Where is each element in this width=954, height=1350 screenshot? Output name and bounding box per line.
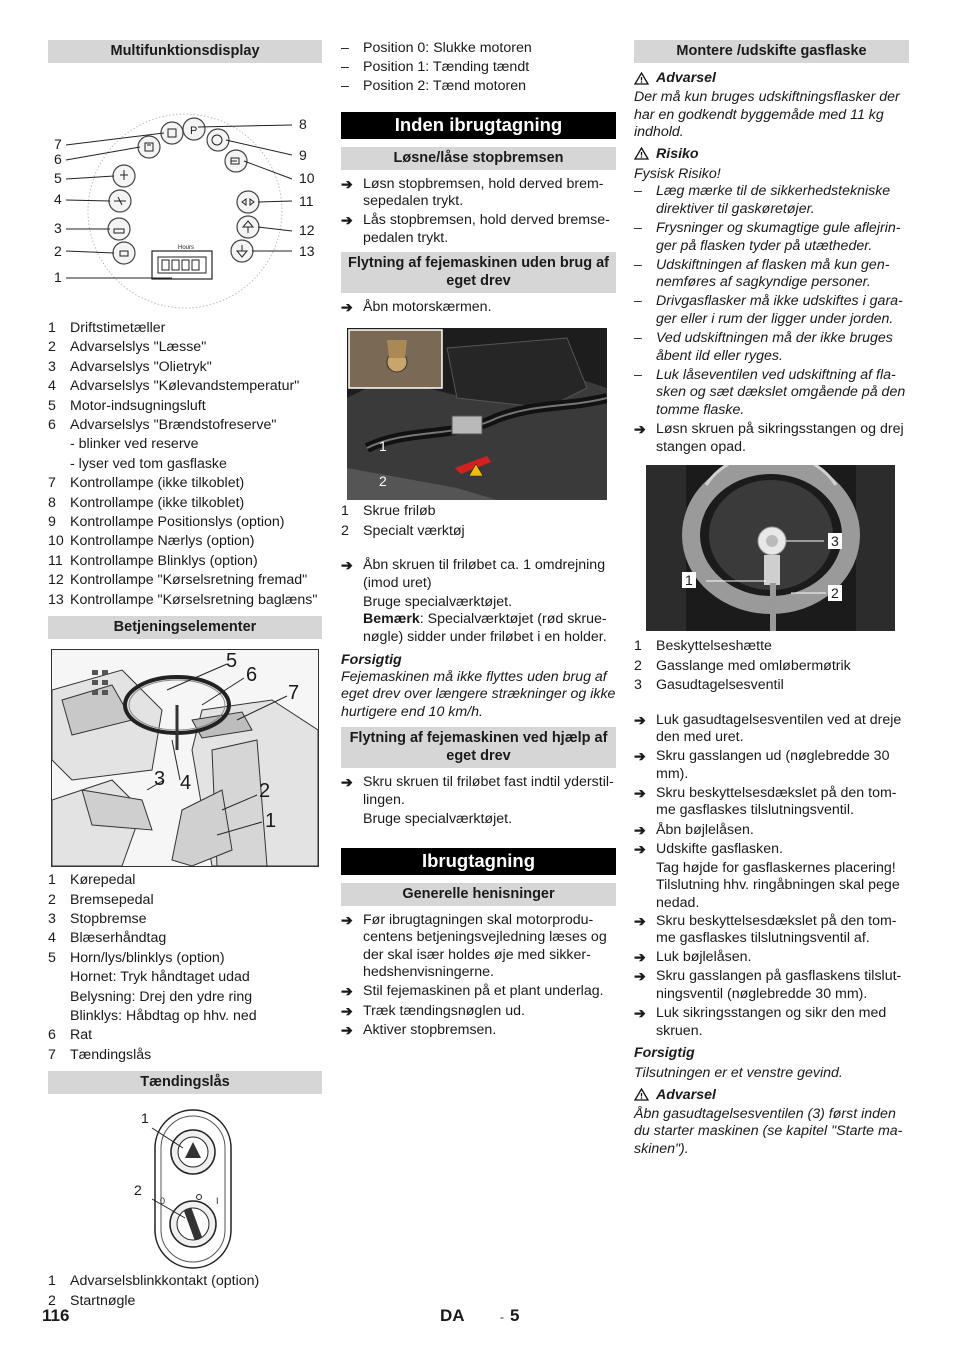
arrow-right-icon: ➔ <box>634 748 646 765</box>
arrow-right-icon: ➔ <box>341 557 353 574</box>
arrow-right-icon: ➔ <box>341 175 353 192</box>
figure-ignition-lock <box>48 1100 322 1272</box>
list-item: – Frysninger og skumagtige gule aflejrin-ger på flasken tyder på utætheder. <box>634 220 901 254</box>
arrow-right-icon: ➔ <box>341 911 353 928</box>
figure-display-panel <box>48 69 322 319</box>
heading-before-operation: Inden ibrugtagning <box>341 112 616 139</box>
arrow-right-icon: ➔ <box>341 774 353 791</box>
callout-2: 2 <box>259 780 271 803</box>
note-text: Bemærk: Specialværktøjet (rød skrue-nøgle) sidder under friløbet i en holder. <box>363 611 607 645</box>
step-item: ➔ Stil fejemaskinen på et plant underlag. <box>341 983 604 1000</box>
step-item: ➔ Åbn bøjlelåsen. <box>634 821 754 838</box>
risk-label: Risiko <box>634 145 909 163</box>
list-item: 12 Kontrollampe "Kørselsretning fremad" <box>48 572 308 589</box>
callout-4: 4 <box>54 191 62 207</box>
svg-text:Hours: Hours <box>178 245 195 251</box>
list-item: 5 Horn/lys/blinklys (option) <box>48 949 225 966</box>
engine-legend-list <box>341 502 616 541</box>
heading-multifunction-display: Multifunktionsdisplay <box>48 40 322 63</box>
step-item: ➔ Luk gasudtagelsesventilen ved at dreje den med uret. <box>634 711 902 746</box>
list-item: 2 Advarselslys "Læsse" <box>48 339 207 356</box>
callout-10: 10 <box>299 170 315 186</box>
list-item: – Position 0: Slukke motoren <box>341 40 532 56</box>
arrow-right-icon: ➔ <box>341 983 353 1000</box>
warning-text: Der må kun bruges udskiftningsflasker der har en godkendt byggemåde med 11 kg indhold. <box>634 89 900 141</box>
step-item: ➔ Åbn skruen til friløbet ca. 1 omdrejning (imod uret) <box>341 557 606 591</box>
step-item: ➔ Udskifte gasflasken. <box>634 840 783 857</box>
list-item: – Læg mærke til de sikkerhedstekniske direktiver til gaskøretøjer. <box>634 183 891 217</box>
column-middle <box>341 40 616 1041</box>
warning-triangle-icon <box>634 1088 649 1101</box>
list-item: – Ved udskiftningen må der ikke bruges åbent ild eller ryges. <box>634 330 893 364</box>
list-item: 2 Specialt værktøj <box>341 522 465 539</box>
figure-controls-photo <box>51 649 319 867</box>
caution-text: Fejemaskinen må ikke flyttes uden brug af eget drev over længere strækninger og ikke hurtigere end 10 km/h. <box>341 668 616 720</box>
heading-move-without-drive: Flytning af fejemaskinen uden brug af eget drev <box>341 252 616 293</box>
list-item: – Udskiftningen af flasken må kun gen-nemføres af sagkyndige personer. <box>634 256 890 291</box>
list-item: – Position 2: Tænd motoren <box>341 78 526 95</box>
arrow-right-icon: ➔ <box>634 1005 646 1021</box>
heading-move-with-drive: Flytning af fejemaskinen ved hjælp af eget drev <box>341 727 616 768</box>
list-item: – Position 1: Tænding tændt <box>341 59 530 76</box>
callout-1: 1 <box>265 810 277 833</box>
arrow-right-icon: ➔ <box>634 968 646 985</box>
list-item: 11 Kontrollampe Blinklys (option) <box>48 552 258 569</box>
step-item: ➔ Skru skruen til friløbet fast indtil yderstil-lingen. <box>341 774 614 808</box>
step-detail: Bruge specialværktøjet. <box>363 811 513 827</box>
ignition-legend-list <box>48 1272 322 1311</box>
callout-3: 3 <box>828 533 842 549</box>
callout-2: 2 <box>134 1182 142 1199</box>
step-item: ➔ Luk bøjlelåsen. <box>634 949 752 966</box>
step-item: ➔ Skru beskyttelsesdækslet på den tom-me gasflaskes tilslutningsventil af. <box>634 912 897 947</box>
list-item: - lyser ved tom gasflaske <box>70 455 227 472</box>
callout-9: 9 <box>299 147 307 163</box>
list-item: 4 Blæserhåndtag <box>48 930 167 947</box>
step-item: ➔ Skru gasslangen på gasflaskens tilslut-ningsventil (nøglebredde 30 mm). <box>634 968 902 1002</box>
callout-1: 1 <box>379 438 387 455</box>
heading-gas-cylinder: Montere /udskifte gasflaske <box>634 40 909 63</box>
list-item: 4 Advarselslys "Kølevandstemperatur" <box>48 378 300 395</box>
page-number: 116 <box>42 1306 70 1325</box>
list-item: 5 Motor-indsugningsluft <box>48 397 206 414</box>
step-item: ➔ Luk sikringsstangen og sikr den med skruen. <box>634 1005 887 1039</box>
list-item: – Drivgasflasker må ikke udskiftes i gara-ger eller i rum der ligger under jorden. <box>634 293 903 328</box>
gas-valve-legend-list <box>634 637 909 695</box>
figure-engine-photo <box>347 328 607 500</box>
arrow-right-icon: ➔ <box>634 784 646 801</box>
step-item: ➔ Aktiver stopbremsen. <box>341 1021 497 1038</box>
arrow-right-icon: ➔ <box>634 949 646 966</box>
list-item: 6 Rat <box>48 1027 93 1044</box>
list-item: 13 Kontrollampe "Kørselsretning baglæns" <box>48 591 318 608</box>
caution-label: Forsigtig <box>341 651 402 668</box>
caution-label: Forsigtig <box>634 1045 695 1062</box>
warning-label: Advarsel <box>634 69 909 87</box>
list-item: 3 Advarselslys "Olietryk" <box>48 358 212 375</box>
list-item: 1 Beskyttelseshætte <box>634 638 772 655</box>
list-item: 2 Bremsepedal <box>48 891 154 908</box>
callout-5: 5 <box>54 170 62 186</box>
svg-text:P: P <box>190 125 198 137</box>
warning-triangle-icon <box>634 72 649 85</box>
list-item: 3 Gasudtagelsesventil <box>634 677 784 694</box>
arrow-right-icon: ➔ <box>634 912 646 929</box>
step-item: ➔ Løsn skruen på sikringsstangen og drej stangen opad. <box>634 421 904 455</box>
list-item: 3 Stopbremse <box>48 910 147 927</box>
callout-6: 6 <box>54 151 62 167</box>
list-item: 1 Kørepedal <box>48 872 136 889</box>
warning-text: Åbn gasudtagelsesventilen (3) først inden du starter maskinen (se kapitel "Starte ma-skinen"). <box>634 1105 903 1157</box>
column-left <box>48 40 322 1311</box>
display-legend-list <box>48 319 322 610</box>
callout-2: 2 <box>54 243 62 259</box>
callout-2: 2 <box>379 473 387 490</box>
step-item: ➔ Lås stopbremsen, hold derved bremse-pedalen trykt. <box>341 212 610 247</box>
list-item: 6 Advarselslys "Brændstofreserve" <box>48 417 277 434</box>
footer-separator: - <box>500 1310 504 1324</box>
list-item: 7 Kontrollampe (ikke tilkoblet) <box>48 475 245 492</box>
callout-7: 7 <box>54 136 62 152</box>
list-item: 2 Startnøgle <box>48 1292 136 1309</box>
heading-parking-brake: Løsne/låse stopbremsen <box>341 147 616 170</box>
list-item: 7 Tændingslås <box>48 1046 152 1063</box>
heading-controls: Betjeningselementer <box>48 616 322 639</box>
step-detail: Tag højde for gasflaskernes placering! Tilslutning hhv. ringåbningen skal pege nedad. <box>656 859 900 911</box>
list-item: - blinker ved reserve <box>70 436 199 453</box>
step-item: ➔ Løsn stopbremsen, hold derved brem-sepedalen trykt. <box>341 175 604 210</box>
step-item: ➔ Træk tændingsnøglen ud. <box>341 1002 525 1019</box>
heading-general-notes: Generelle henisninger <box>341 883 616 906</box>
step-item: ➔ Åbn motorskærmen. <box>341 298 492 315</box>
arrow-right-icon: ➔ <box>634 821 646 838</box>
list-item: Hornet: Tryk håndtaget udad <box>70 969 250 986</box>
controls-drawing <box>52 650 318 866</box>
arrow-right-icon: ➔ <box>341 1002 353 1019</box>
callout-11: 11 <box>299 193 314 209</box>
callout-5: 5 <box>226 650 238 673</box>
gas-valve-drawing <box>646 465 895 631</box>
arrow-right-icon: ➔ <box>634 840 646 857</box>
arrow-right-icon: ➔ <box>341 212 353 229</box>
figure-gas-valve-photo <box>646 465 895 631</box>
arrow-right-icon: ➔ <box>341 298 353 315</box>
callout-12: 12 <box>299 222 315 238</box>
callout-2: 2 <box>828 585 842 601</box>
callout-3: 3 <box>154 768 166 791</box>
caution-text: Tilsutningen er et venstre gevind. <box>634 1065 843 1082</box>
step-item: ➔ Skru beskyttelsesdækslet på den tom-me gasflaskes tilslutningsventil. <box>634 784 897 819</box>
list-item: 10 Kontrollampe Nærlys (option) <box>48 533 255 550</box>
risk-intro: Fysisk Risiko! <box>634 165 721 182</box>
list-item: 1 Skrue friløb <box>341 503 436 520</box>
callout-7: 7 <box>288 682 300 705</box>
callout-3: 3 <box>54 220 62 236</box>
list-item: – Luk låseventilen ved udskiftning af fla-sken og sæt dækslet omgående på den tomme flaske. <box>634 366 906 418</box>
svg-text:I: I <box>216 1196 219 1207</box>
list-item: 1 Advarselsblinkkontakt (option) <box>48 1273 260 1290</box>
callout-1: 1 <box>54 269 62 285</box>
warning-triangle-icon <box>634 147 649 160</box>
step-item: ➔ Før ibrugtagningen skal motorprodu-centens betjeningsvejledning læses og der skal især holdes øje med sikker-hedshenvisningerne. <box>341 911 607 981</box>
list-item: 8 Kontrollampe (ikke tilkoblet) <box>48 494 245 511</box>
display-panel-drawing <box>48 69 322 319</box>
callout-8: 8 <box>299 116 307 132</box>
callout-1: 1 <box>141 1110 149 1127</box>
callout-6: 6 <box>246 664 258 687</box>
callout-4: 4 <box>180 772 192 795</box>
callout-13: 13 <box>299 243 315 259</box>
language-code: DA <box>440 1306 465 1325</box>
section-page-number: 5 <box>510 1306 520 1325</box>
arrow-right-icon: ➔ <box>634 711 646 728</box>
heading-ignition: Tændingslås <box>48 1071 322 1094</box>
list-item: Blinklys: Håbdtag op hhv. ned <box>70 1007 257 1024</box>
list-item: 1 Driftstimetæller <box>48 320 166 336</box>
callout-1: 1 <box>682 572 696 588</box>
step-detail: Bruge specialværktøjet. <box>363 593 513 610</box>
arrow-right-icon: ➔ <box>634 421 646 438</box>
ignition-drawing <box>48 1100 322 1272</box>
warning-label: Advarsel <box>634 1086 909 1104</box>
arrow-right-icon: ➔ <box>341 1021 353 1038</box>
list-item: Belysning: Drej den ydre ring <box>70 988 253 1005</box>
column-right <box>634 40 909 1159</box>
list-item: 9 Kontrollampe Positionslys (option) <box>48 514 285 531</box>
list-item: 2 Gasslange med omløbermøtrik <box>634 657 851 674</box>
step-item: ➔ Skru gasslangen ud (nøglebredde 30 mm). <box>634 748 890 782</box>
heading-operation: Ibrugtagning <box>341 848 616 875</box>
svg-text:0: 0 <box>160 1196 166 1207</box>
controls-legend-list <box>48 871 322 1065</box>
